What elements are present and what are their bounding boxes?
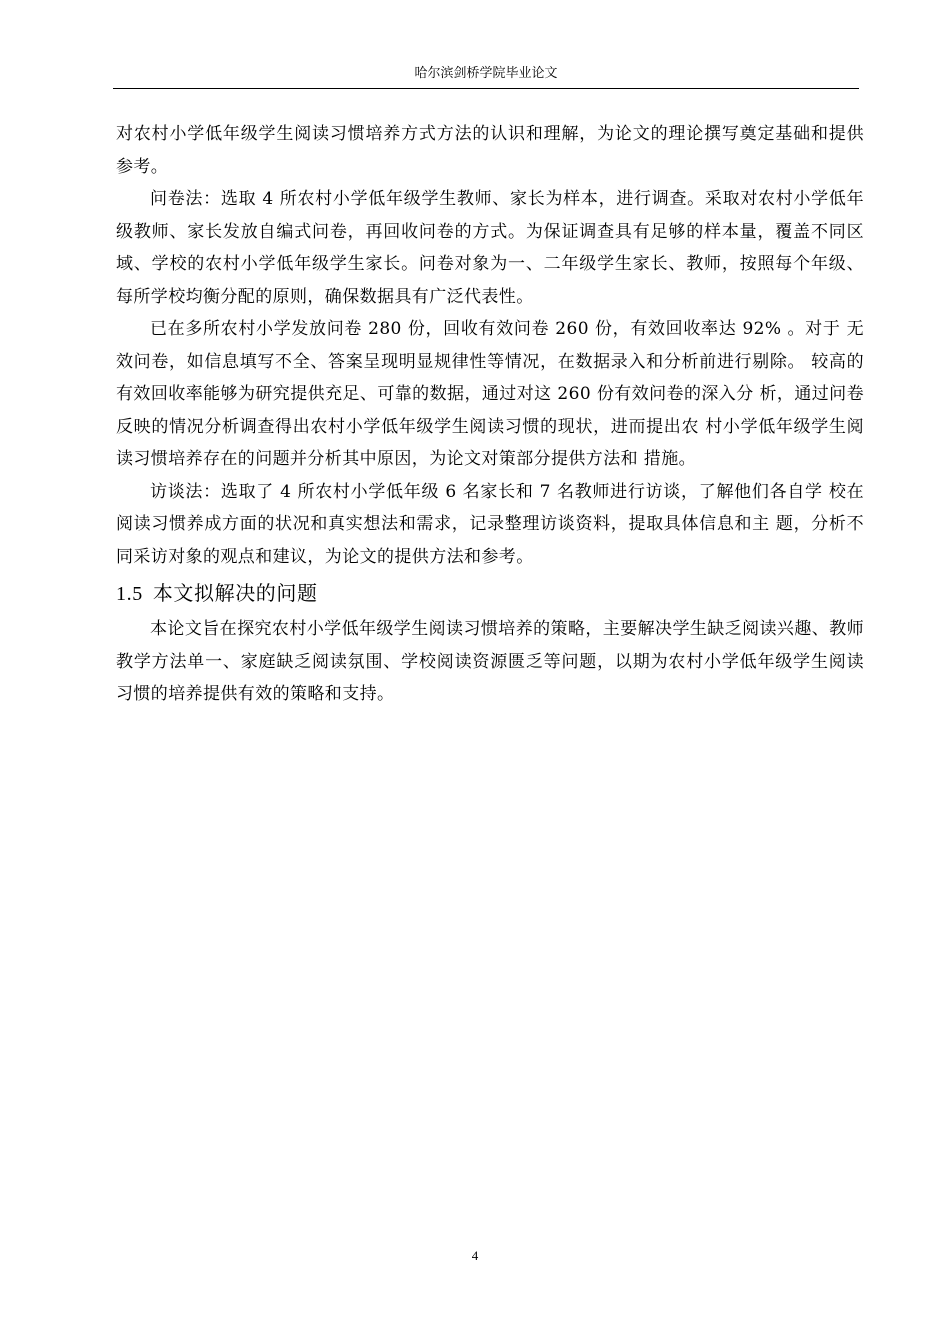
section-title: 本文拟解决的问题: [152, 581, 318, 605]
paragraph-problems-to-solve: 本论文旨在探究农村小学低年级学生阅读习惯培养的策略，主要解决学生缺乏阅读兴趣、教师教学方法单一、家庭缺乏阅读氛围、学校阅读资源匮乏等问题，以期为农村小学低年级学生阅读习惯的培养提供有效的策略和支持。: [116, 619, 864, 704]
paragraph-continuation: 对农村小学低年级学生阅读习惯培养方式方法的认识和理解，为论文的理论撰写奠定基础和提供参考。: [116, 124, 864, 177]
section-heading: [116, 573, 864, 613]
page-number: 4: [471, 1248, 479, 1263]
section-number: 1.5: [116, 583, 143, 605]
body-text: [116, 118, 864, 711]
paragraph-questionnaire-results: 已在多所农村小学发放问卷 280 份，回收有效问卷 260 份，有效回收率达 92% 。对于 无效问卷，如信息填写不全、答案呈现明显规律性等情况，在数据录入和分析前进行剔除。 较高的有效回收率能够为研究提供充足、可靠的数据，通过对这 260 份有效问卷的深入分 析，通过问卷反映的情况分析调查得出农村小学低年级学生阅读习惯的现状，进而提出农 村小学低年级学生阅读习惯培养存在的问题并分析其中原因，为论文对策部分提供方法和 措施。: [116, 319, 864, 469]
paragraph-interview-method: 访谈法：选取了 4 所农村小学低年级 6 名家长和 7 名教师进行访谈，了解他们各自学 校在阅读习惯养成方面的状况和真实想法和需求，记录整理访谈资料，提取具体信息和主 题，分析不同采访对象的观点和建议，为论文的提供方法和参考。: [116, 481, 864, 567]
header-title: 哈尔滨剑桥学院毕业论文: [414, 66, 558, 81]
paragraph-questionnaire-method: 问卷法：选取 4 所农村小学低年级学生教师、家长为样本，进行调查。采取对农村小学低年级教师、家长发放自编式问卷，再回收问卷的方式。为保证调查具有足够的样本量，覆盖不同区域、学校的农村小学低年级学生家长。问卷对象为一、二年级学生家长、教师，按照每个年级、每所学校均衡分配的原则，确保数据具有广泛代表性。: [116, 189, 864, 307]
page-header: [113, 64, 859, 89]
